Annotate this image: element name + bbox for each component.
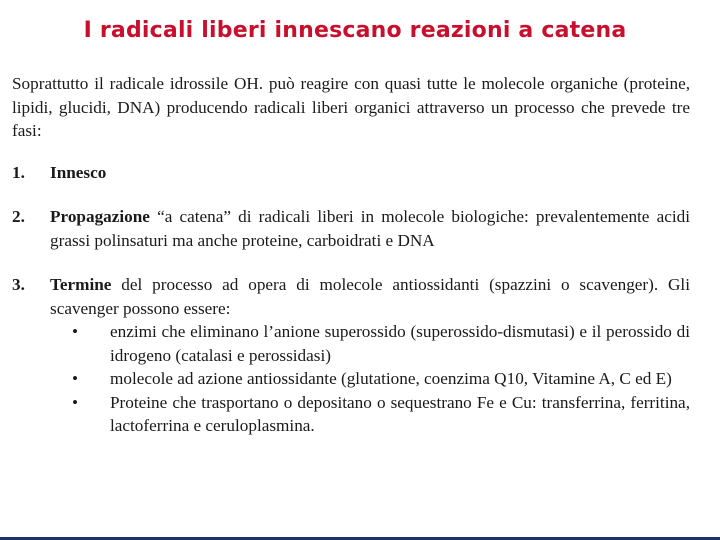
slide-title: I radicali liberi innescano reazioni a catena xyxy=(83,18,627,43)
phase-number: 2. xyxy=(12,207,25,226)
phase-heading: Innesco xyxy=(50,162,107,182)
phase-number: 3. xyxy=(12,275,25,294)
phase-content xyxy=(50,273,690,320)
bullet-icon: • xyxy=(72,369,79,388)
phase-item-termine xyxy=(12,273,690,438)
slide-body xyxy=(12,72,690,438)
phases-list xyxy=(12,161,690,438)
bullet-icon: • xyxy=(72,322,79,341)
phase-text: “a catena” di radicali liberi in molecole biologiche: prevalentemente acidi grassi polinsaturi ma anche proteine, carboidrati e DNA xyxy=(50,207,690,250)
phase-item-propagazione xyxy=(12,205,690,252)
list-item xyxy=(50,367,690,391)
phase-heading: Termine xyxy=(50,275,112,294)
phase-number: 1. xyxy=(12,162,25,182)
bullet-text: enzimi che eliminano l’anione superossido (superossido-dismutasi) e il perossido di idrogeno (catalasi e perossidasi) xyxy=(110,322,690,365)
bullet-text: Proteine che trasportano o depositano o sequestrano Fe e Cu: transferrina, ferritina, lactoferrina e ceruloplasmina. xyxy=(110,392,690,435)
list-item xyxy=(50,320,690,367)
phase-heading: Propagazione xyxy=(50,207,150,226)
intro-paragraph: Soprattutto il radicale idrossile OH. può reagire con quasi tutte le molecole organiche (proteine, lipidi, glucidi, DNA) producendo radicali liberi organici attraverso un processo che prevede tre fasi: xyxy=(12,74,690,140)
phase-item-innesco xyxy=(12,161,690,185)
scavenger-list xyxy=(50,320,690,438)
phase-content xyxy=(50,205,690,252)
bullet-icon: • xyxy=(72,392,79,412)
list-item xyxy=(50,391,690,438)
bullet-text: molecole ad azione antiossidante (glutatione, coenzima Q10, Vitamine A, C ed E) xyxy=(110,369,672,388)
phase-content xyxy=(50,161,690,185)
phase-text: del processo ad opera di molecole antiossidanti (spazzini o scavenger). Gli scavenger possono essere: xyxy=(50,275,690,318)
